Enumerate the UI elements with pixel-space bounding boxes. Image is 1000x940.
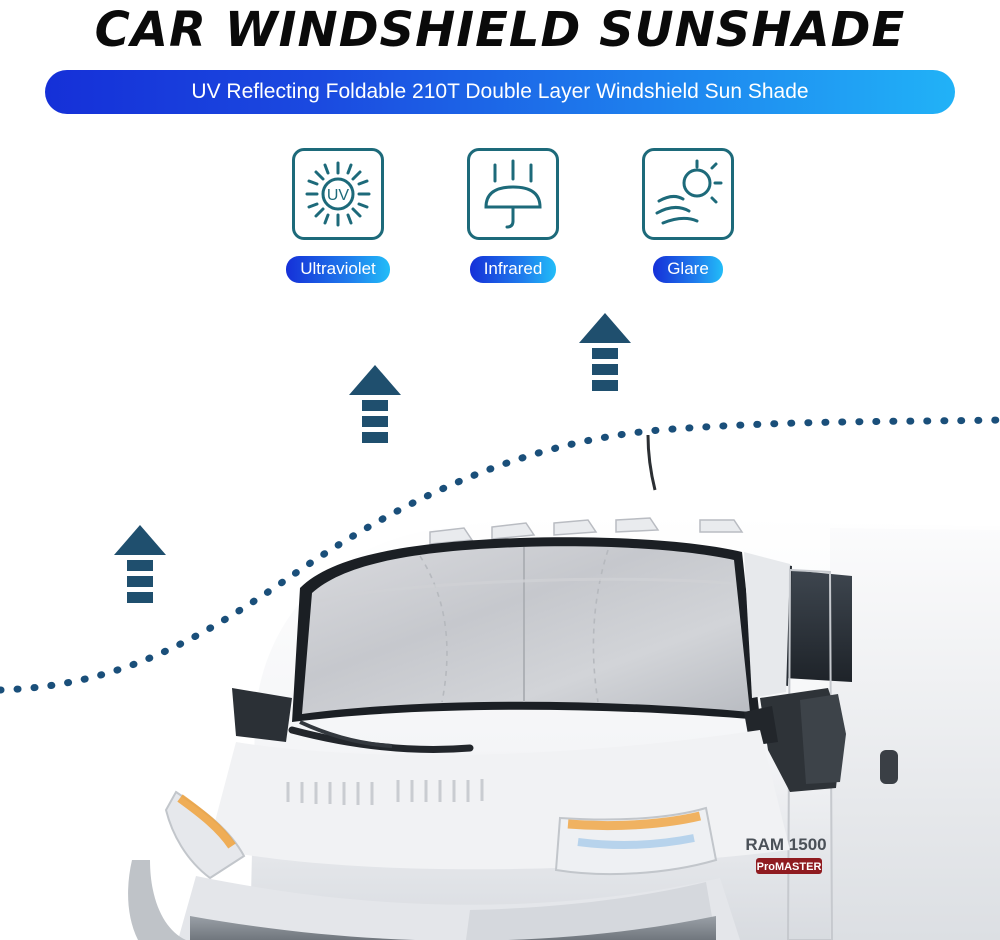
- feature-ultraviolet: [258, 148, 418, 283]
- feature-glare: [608, 148, 768, 283]
- uv-sun-icon: [292, 148, 384, 240]
- svg-text:UV: UV: [326, 187, 350, 204]
- svg-text:RAM 1500: RAM 1500: [745, 835, 827, 854]
- feature-label: Infrared: [470, 256, 557, 283]
- subtitle-banner: [45, 70, 955, 114]
- feature-infrared: [433, 148, 593, 283]
- feature-label: Glare: [653, 256, 723, 283]
- feature-label: Ultraviolet: [286, 256, 390, 283]
- page-title: CAR WINDSHIELD SUNSHADE: [94, 2, 906, 58]
- heat-arrow-right: [575, 313, 635, 413]
- feature-list: [258, 148, 768, 308]
- vehicle-photo: [0, 430, 1000, 940]
- subtitle-text: UV Reflecting Foldable 210T Double Layer Windshield Sun Shade: [45, 70, 955, 114]
- umbrella-heat-icon: [467, 148, 559, 240]
- svg-text:ProMASTER: ProMASTER: [756, 861, 822, 873]
- vehicle-badge: [745, 832, 826, 874]
- sun-glare-icon: [642, 148, 734, 240]
